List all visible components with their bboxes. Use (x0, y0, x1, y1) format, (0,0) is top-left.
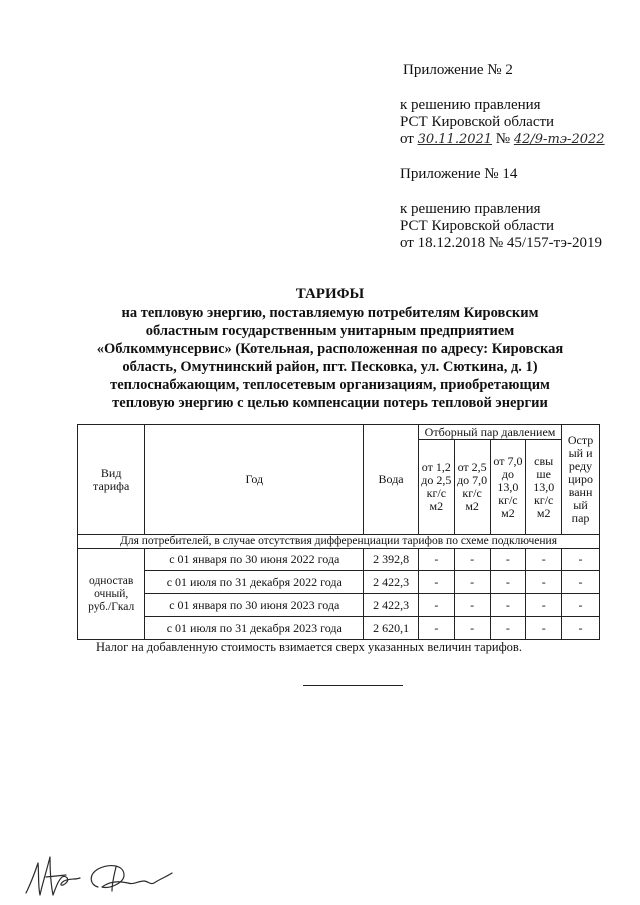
title-line: «Облкоммунсервис» (Котельная, расположенная по адресу: Кировская (96, 341, 564, 357)
sharp-steam-cell: - (562, 549, 600, 571)
period-cell: с 01 января по 30 июня 2022 года (145, 549, 364, 571)
water-cell: 2 392,8 (364, 549, 419, 571)
steam-cell: - (526, 594, 562, 617)
sharp-steam-cell: - (562, 617, 600, 640)
col-header-steam-1: от 1,2 до 2,5 кг/с м2 (418, 440, 454, 535)
signature-divider (303, 685, 403, 686)
steam-cell: - (454, 617, 490, 640)
sharp-steam-cell: - (562, 594, 600, 617)
title-line: теплоснабжающим, теплосетевым организациям, приобретающим (110, 377, 550, 393)
table-row (78, 549, 600, 571)
vat-note: Налог на добавленную стоимость взимается сверх указанных величин тарифов. (96, 640, 522, 654)
steam-cell: - (490, 571, 526, 594)
water-cell: 2 422,3 (364, 571, 419, 594)
period-cell: с 01 января по 30 июня 2023 года (145, 594, 364, 617)
col-header-steam-group: Отборный пар давлением (418, 425, 561, 440)
col-header-sharp-steam: Остр ый и реду циро ванн ый пар (562, 425, 600, 535)
steam-cell: - (526, 571, 562, 594)
decision-line-2: РСТ Кировской области (400, 114, 555, 130)
tariff-table (77, 424, 600, 640)
signature-stroke-3 (91, 866, 172, 888)
signatures-image (20, 845, 190, 900)
steam-cell: - (490, 549, 526, 571)
table-row (78, 571, 600, 594)
handwritten-number: 42/9-тэ-2022 (513, 132, 605, 147)
steam-cell: - (526, 617, 562, 640)
water-cell: 2 422,3 (364, 594, 419, 617)
col-header-tariff-type: Вид тарифа (78, 425, 145, 535)
table-row (78, 594, 600, 617)
steam-cell: - (454, 594, 490, 617)
old-decision-line-1: к решению правления (400, 201, 541, 217)
steam-cell: - (418, 617, 454, 640)
appendix-2-label: Приложение № 2 (403, 62, 513, 78)
title-line: областным государственным унитарным предприятием (145, 323, 515, 339)
section-header: Для потребителей, в случае отсутствия дифференциации тарифов по схеме подключения (78, 535, 600, 549)
title-line: область, Омутнинский район, пгт. Песковка, ул. Сюткина, д. 1) (122, 359, 538, 375)
steam-cell: - (418, 549, 454, 571)
col-header-steam-4: свы ше 13,0 кг/с м2 (526, 440, 562, 535)
steam-cell: - (490, 594, 526, 617)
col-header-water: Вода (364, 425, 419, 535)
col-header-steam-3: от 7,0 до 13,0 кг/с м2 (490, 440, 526, 535)
handwritten-date: 30.11.2021 (417, 132, 493, 147)
title-line: на тепловую энергию, поставляемую потребителям Кировским (121, 305, 539, 321)
number-sign: № (495, 131, 511, 147)
old-decision-line-3: от 18.12.2018 № 45/157-тэ-2019 (400, 235, 602, 251)
title-line: тепловую энергию с целью компенсации потерь тепловой энергии (112, 395, 548, 411)
appendix-14-label: Приложение № 14 (400, 166, 518, 182)
signature-stroke-4 (112, 867, 116, 891)
steam-cell: - (526, 549, 562, 571)
decision-date-line (400, 129, 605, 150)
col-header-year: Год (145, 425, 364, 535)
old-decision-line-2: РСТ Кировской области (400, 218, 555, 234)
period-cell: с 01 июля по 31 декабря 2022 года (145, 571, 364, 594)
document-heading: ТАРИФЫ (295, 286, 365, 302)
sharp-steam-cell: - (562, 571, 600, 594)
from-prefix: от (400, 131, 414, 147)
steam-cell: - (418, 571, 454, 594)
tariff-type-cell: одностав очный, руб./Гкал (78, 549, 145, 640)
period-cell: с 01 июля по 31 декабря 2023 года (145, 617, 364, 640)
decision-line-1: к решению правления (400, 97, 541, 113)
steam-cell: - (418, 594, 454, 617)
water-cell: 2 620,1 (364, 617, 419, 640)
steam-cell: - (454, 571, 490, 594)
steam-cell: - (490, 617, 526, 640)
steam-cell: - (454, 549, 490, 571)
col-header-steam-2: от 2,5 до 7,0 кг/с м2 (454, 440, 490, 535)
table-row (78, 617, 600, 640)
